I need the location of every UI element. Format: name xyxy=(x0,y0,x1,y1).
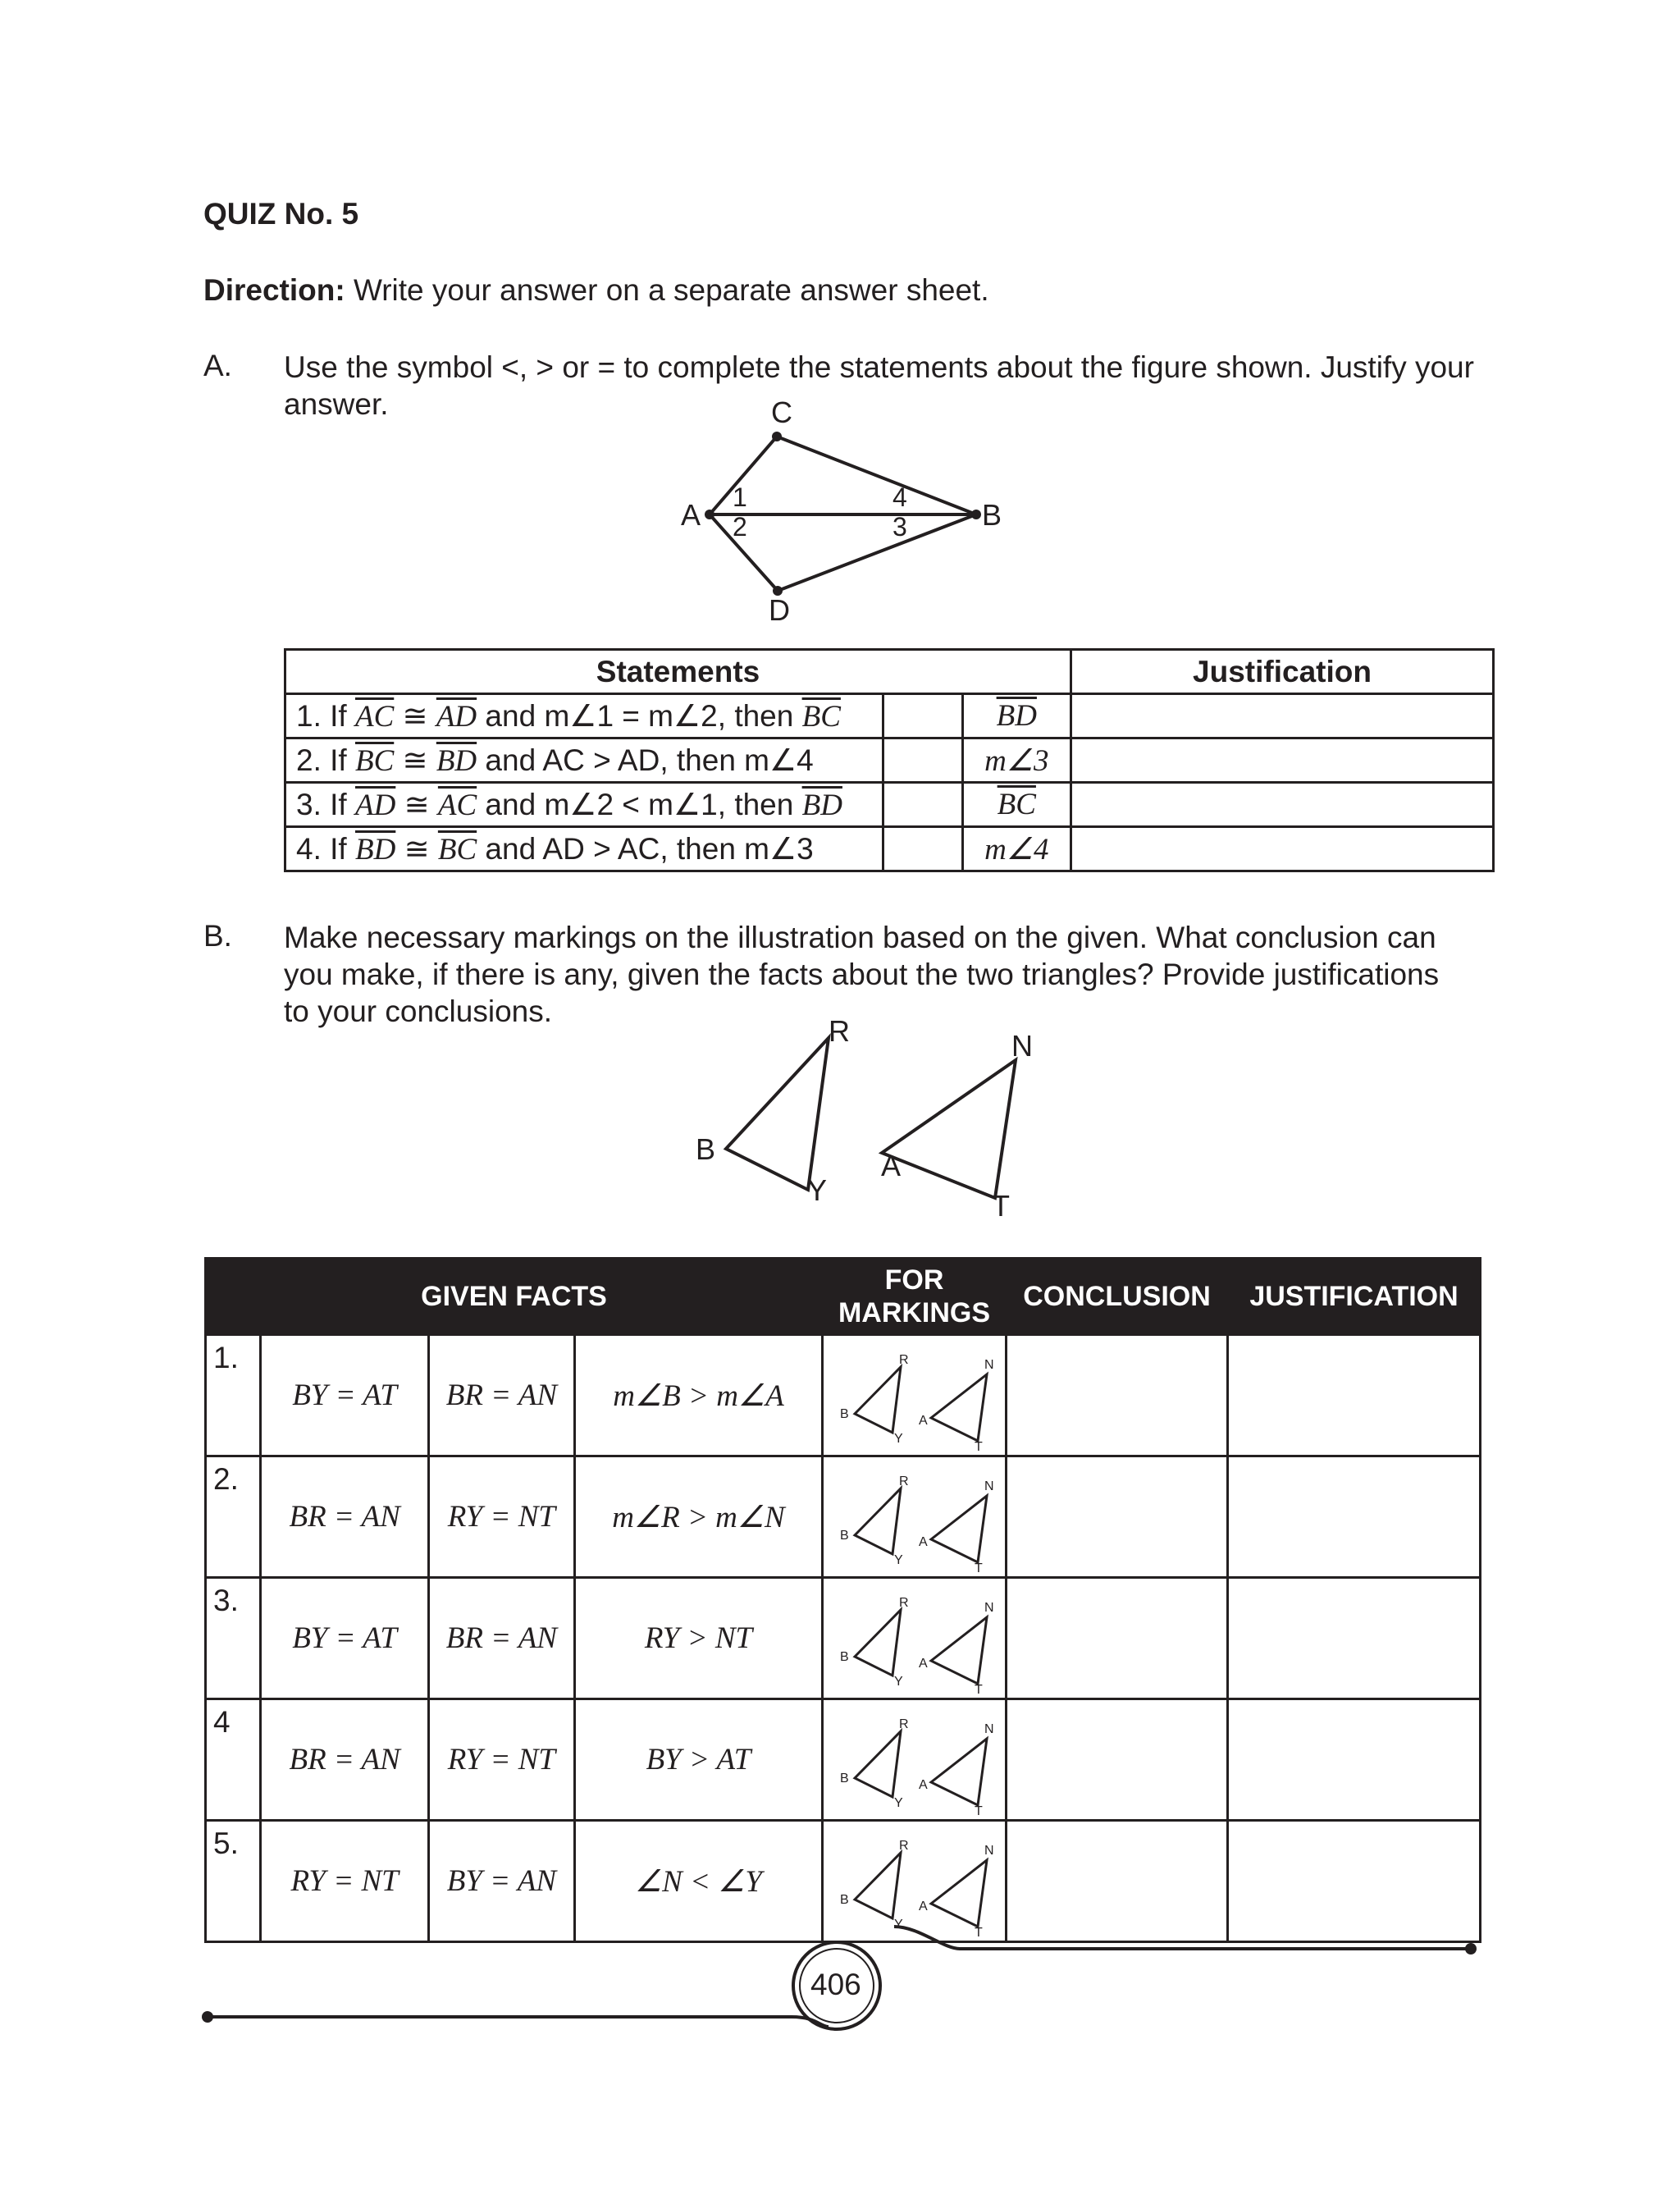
statement-compare: m∠4 xyxy=(962,827,1071,871)
svg-text:N: N xyxy=(984,1358,994,1372)
fact-2: BY = AN xyxy=(428,1821,574,1942)
svg-text:T: T xyxy=(974,1440,983,1451)
statement-compare: m∠3 xyxy=(962,738,1071,783)
fact-3: ∠N < ∠Y xyxy=(574,1821,822,1942)
svg-text:B: B xyxy=(839,1650,849,1664)
quiz-title: QUIZ No. 5 xyxy=(203,197,359,231)
fact-1: BY = AT xyxy=(261,1335,428,1456)
section-a-line2: answer. xyxy=(284,387,389,421)
svg-text:A: A xyxy=(918,1414,928,1428)
markings-header: FOR MARKINGS xyxy=(823,1259,1007,1335)
svg-text:B: B xyxy=(839,1529,849,1543)
svg-text:N: N xyxy=(984,1479,994,1493)
direction-text: Write your answer on a separate answer sheet. xyxy=(353,273,989,307)
label-d: D xyxy=(769,593,790,627)
section-a-line1: Use the symbol <, > or = to complete the statements about the figure shown. Justify your xyxy=(284,350,1474,384)
svg-text:N: N xyxy=(984,1601,994,1615)
svg-text:Y: Y xyxy=(893,1432,903,1446)
svg-text:T: T xyxy=(974,1683,983,1694)
svg-text:Y: Y xyxy=(893,1796,903,1810)
conclusion-header: CONCLUSION xyxy=(1007,1259,1228,1335)
label-r: R xyxy=(829,1014,850,1048)
svg-text:R: R xyxy=(898,1596,909,1610)
fact-2: BR = AN xyxy=(428,1335,574,1456)
row-number: 1. xyxy=(206,1335,261,1456)
row-number: 3. xyxy=(206,1578,261,1699)
svg-text:N: N xyxy=(984,1844,994,1858)
section-b-line2: you make, if there is any, given the facts about the two triangles? Provide justifications xyxy=(284,958,1440,991)
svg-text:A: A xyxy=(918,1657,928,1671)
fact-3: m∠B > m∠A xyxy=(574,1335,822,1456)
fact-3: m∠R > m∠N xyxy=(574,1456,822,1578)
justification-header: JUSTIFICATION xyxy=(1228,1259,1481,1335)
svg-text:R: R xyxy=(898,1717,909,1731)
svg-text:B: B xyxy=(839,1407,849,1421)
svg-text:T: T xyxy=(974,1804,983,1815)
fact-1: RY = NT xyxy=(261,1821,428,1942)
svg-text:B: B xyxy=(839,1893,849,1907)
row-number: 4 xyxy=(206,1699,261,1821)
angle-3: 3 xyxy=(892,512,907,542)
fact-2: BR = AN xyxy=(428,1578,574,1699)
justification-header: Justification xyxy=(1071,650,1494,694)
label-b: B xyxy=(982,498,1002,532)
section-b-letter: B. xyxy=(203,919,232,953)
angle-2: 2 xyxy=(733,512,747,542)
label-a: A xyxy=(681,498,701,532)
label-b: B xyxy=(696,1132,716,1166)
fact-2: RY = NT xyxy=(428,1456,574,1578)
given-facts-header: GIVEN FACTS xyxy=(206,1259,823,1335)
statement-compare: $\overline{BC}$ xyxy=(962,783,1071,827)
row-number: 5. xyxy=(206,1821,261,1942)
svg-text:R: R xyxy=(898,1353,909,1367)
label-y: Y xyxy=(807,1173,828,1207)
svg-text:Y: Y xyxy=(893,1553,903,1567)
label-a: A xyxy=(881,1149,902,1182)
svg-text:A: A xyxy=(918,1778,928,1792)
fact-3: RY > NT xyxy=(574,1578,822,1699)
angle-1: 1 xyxy=(733,482,747,512)
svg-text:Y: Y xyxy=(893,1918,903,1932)
fact-1: BR = AN xyxy=(261,1699,428,1821)
statement-text: 3. If $\overline{AD}$ ≅ $\overline{AC}$ and m∠2 < m∠1, then $\overline{BD}$ xyxy=(285,783,883,827)
row-number: 2. xyxy=(206,1456,261,1578)
section-b-line1: Make necessary markings on the illustration based on the given. What conclusion can xyxy=(284,921,1436,954)
svg-text:T: T xyxy=(974,1926,983,1936)
label-n: N xyxy=(1011,1029,1033,1063)
fact-1: BR = AN xyxy=(261,1456,428,1578)
statement-text: 4. If $\overline{BD}$ ≅ $\overline{BC}$ and AD > AC, then m∠3 xyxy=(285,827,883,871)
svg-text:N: N xyxy=(984,1722,994,1736)
svg-text:Y: Y xyxy=(893,1675,903,1689)
fact-3: BY > AT xyxy=(574,1699,822,1821)
svg-text:A: A xyxy=(918,1535,928,1549)
label-c: C xyxy=(771,398,792,429)
section-a-letter: A. xyxy=(203,349,232,382)
fact-1: BY = AT xyxy=(261,1578,428,1699)
label-t: T xyxy=(992,1189,1010,1223)
page-number: 406 xyxy=(810,1968,861,2001)
statements-header: Statements xyxy=(285,650,1071,694)
svg-text:R: R xyxy=(898,1474,909,1488)
angle-4: 4 xyxy=(892,482,907,512)
statement-text: 2. If $\overline{BC}$ ≅ $\overline{BD}$ and AC > AD, then m∠4 xyxy=(285,738,883,783)
direction-label: Direction: xyxy=(203,273,345,307)
fact-2: RY = NT xyxy=(428,1699,574,1821)
svg-text:B: B xyxy=(839,1772,849,1785)
svg-text:R: R xyxy=(898,1839,909,1853)
statement-text: 1. If $\overline{AC}$ ≅ $\overline{AD}$ and m∠1 = m∠2, then $\overline{BC}$ xyxy=(285,694,883,738)
svg-text:A: A xyxy=(918,1900,928,1913)
section-b-line3: to your conclusions. xyxy=(284,994,553,1028)
statement-compare: $\overline{BD}$ xyxy=(962,694,1071,738)
svg-text:T: T xyxy=(974,1561,983,1572)
